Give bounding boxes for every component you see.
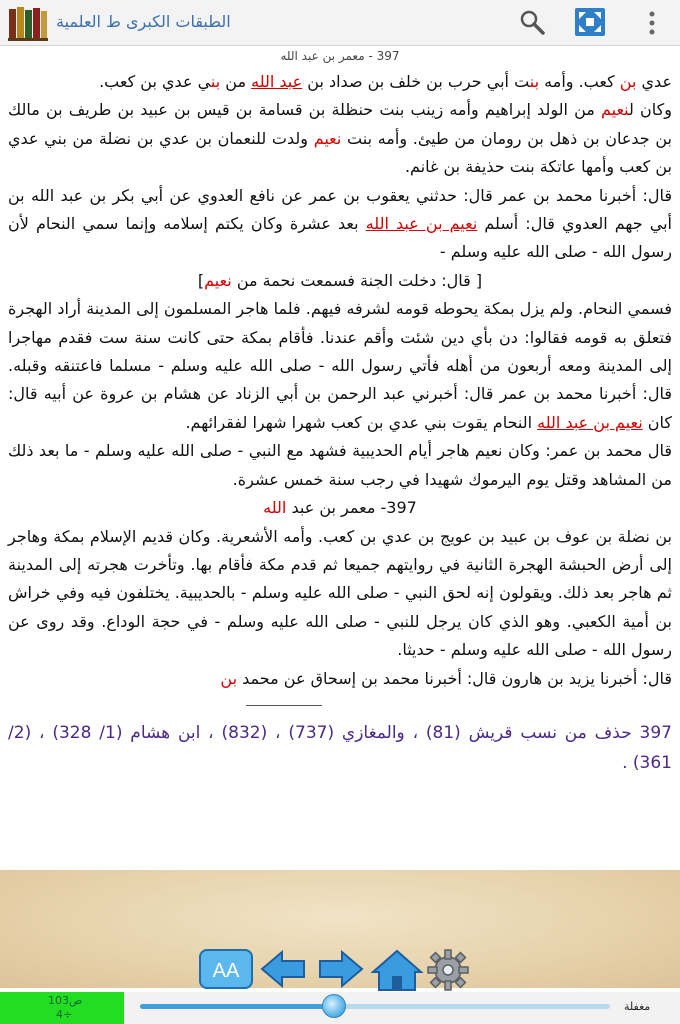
app-title: الطبقات الكبرى ط العلمية [56, 12, 231, 31]
page-number: ص103 [48, 994, 83, 1007]
text-run: قال: أخبرنا محمد بن عمر قال: حدثني يعقوب بن عمر عن نافع العدوي عن أبي بكر بن عبد الله بن أبي جهم العدوي قال: أسلم [8, 185, 672, 234]
books-app-icon[interactable] [8, 5, 48, 41]
text-run: قال محمد بن عمر: وكان نعيم هاجر أيام الحديبية فشهد مع النبي - صلى الله عليه وسلم - ما بعد ذلك من المشاهد وقتل يوم اليرموك شهيدا في رجب سنة خمس عشرة. [8, 441, 672, 489]
paragraph [8, 665, 672, 693]
quote-line [8, 267, 672, 295]
settings-gear-icon[interactable] [426, 948, 470, 992]
highlighted-text: بن [220, 668, 238, 688]
text-run: من [220, 72, 252, 91]
paragraph [8, 523, 672, 665]
highlighted-text: عبد الله [251, 72, 303, 91]
text-run: قال: أخبرنا يزيد بن هارون قال: أخبرنا محمد بن إسحاق عن محمد [237, 668, 672, 688]
font-size-button[interactable] [198, 948, 254, 990]
text-run: عدي [636, 72, 672, 91]
text-run: بعد عشرة وكان يكتم إسلامه وإنما سمي النحام لأن رسول الله - صلى الله عليه وسلم - [8, 214, 672, 262]
paragraph [8, 96, 672, 181]
section-heading [8, 494, 672, 522]
progress-slider-thumb[interactable] [322, 994, 346, 1018]
paragraph [8, 295, 672, 437]
paragraph [8, 437, 672, 494]
text-run: ] [197, 270, 205, 290]
svg-text:AA: AA [212, 960, 240, 982]
text-run: النحام يقوت بني عدي بن كعب شهرا شهرا لفقرائهم. [185, 412, 538, 432]
page-header: 397 - معمر بن عبد الله [280, 49, 400, 63]
arrow-right-icon[interactable] [318, 948, 364, 990]
highlighted-text: نعيم [204, 270, 232, 290]
app-bar [0, 0, 680, 46]
text-run: فسمي النحام. ولم يزل بمكة يحوطه قومه لشرفه فيهم. فلما هاجر المسلمون إلى المدينة أراد الهجرة فتعلق به قومه فقالوا: دن بأي دين شئت وأقم عندنا. فأقام بمكة حتى كانت سنة ست فقدم مهاجرا إلى المدينة ومعه أربعون من أهله فأتي رسول الله - صلى الله عليه وسلم - مسلما فاعتنقه وقبله. قال: أخبرنا محمد بن عمر قال: أخبرني عبد الرحمن بن أبي الزناد عن هشام بن عروة عن أبيه قال: كان [8, 299, 672, 432]
arrow-left-icon[interactable] [260, 948, 306, 990]
text-run: من الولد إبراهيم وأمه زينب بنت حنظلة بن قسامة بن قيس بن عبيد بن طريف بن مالك بن جدعان بن ذهل بن رومان من طيئ. وأمه بنت [8, 100, 673, 148]
footnote-divider [246, 705, 322, 706]
footnote: 397 حذف من نسب قريش (81) ، والمغازي (737) ، (832) ، ابن هشام (1/ 328) ، (2/ 361) . [8, 722, 672, 773]
page-total: 4÷ [56, 1008, 73, 1021]
text-run: بن نضلة بن عوف بن عبيد بن عويج بن عدي بن كعب. وأمه الأشعرية. وكان قديم الإسلام بمكة وهاجر إلى أرض الحبشة الهجرة الثانية في روايتهم جميعا ثم قدم مكة فأقام بها. وتأخرت هجرته إلى المدينة ثم هاجر بعد ذلك. ويقولون إنه لحق النبي - صلى الله عليه وسلم - بالحديبية. يختلفون فيه وفي خراش بن أمية الكعبي. وهو الذي كان يرجل للنبي - صلى الله عليه وسلم - في حجة الوداع. وقد روى عن رسول الله - صلى الله عليه وسلم - حديثا. [8, 526, 672, 660]
highlighted-text: نعيم [313, 128, 342, 148]
home-icon[interactable] [370, 948, 424, 992]
highlighted-text: بن [210, 72, 221, 91]
highlighted-text: بن [619, 72, 637, 91]
text-run: [ قال: دخلت الجنة فسمعت نحمة من [231, 270, 483, 290]
highlighted-text: نعيم بن عبد الله [365, 214, 478, 234]
more-options-icon[interactable] [648, 9, 656, 37]
text-run: ت أبي حرب بن خلف بن صداد بن [302, 72, 530, 91]
paragraph [8, 68, 672, 96]
page-indicator [0, 992, 124, 1024]
highlighted-text: الله [263, 498, 287, 518]
text-run: ي عدي بن كعب. [99, 72, 211, 91]
search-icon[interactable] [518, 8, 546, 36]
fullscreen-icon[interactable] [574, 7, 606, 37]
text-run: كعب. وأمه [539, 72, 620, 91]
progress-track[interactable] [140, 1004, 610, 1009]
text-run: ولدت للنعمان بن عدي بن نضلة من بني عدي بن كعب وأمها عاتكة بنت حذيفة بن غانم. [8, 128, 672, 177]
text-run: 397- معمر بن عبد [286, 498, 417, 518]
text-run: وكان ل [629, 100, 672, 120]
highlighted-text: نعيم [600, 100, 629, 120]
highlighted-text: نعيم بن عبد الله [537, 412, 643, 432]
book-content [8, 68, 672, 868]
highlighted-text: بن [529, 72, 540, 91]
progress-fill [140, 1004, 333, 1009]
paragraph [8, 182, 672, 267]
night-mode-label[interactable]: مغفلة [624, 1000, 651, 1013]
